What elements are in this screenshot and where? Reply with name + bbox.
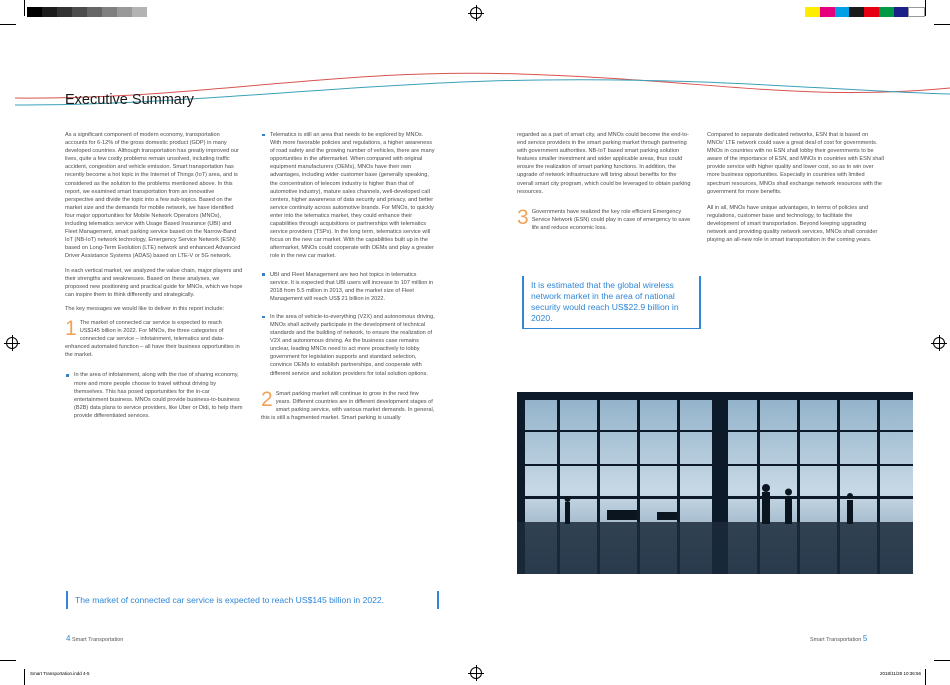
footer-right-label: Smart Transportation [810, 637, 862, 643]
bullet-ubi-fleet: UBI and Fleet Management are two hot topics in telematics service. It is expected that UBI users will increase to 107 million in 2018 from 5.5 million in 2013, and the market size of Fleet Management will reach US$ 21 billion in 2022. [261, 271, 435, 303]
key-message-2 [261, 387, 435, 422]
print-slug-left: Smart Transportation.indd 4-5 [30, 671, 90, 676]
crop-mark [24, 0, 25, 16]
intro-paragraph: As a significant component of modern economy, transportation accounts for 6-12% of the gross domestic product (GDP) in many developed countries. Although transportation has greatly improved our lives, quite a few costly problems remain unsolved, including traffic accident, congestion and vehicle emission. Smart transportation has recently become a hot topic in the Internet of Things (IoT) area, and is considered as the solution to the problems mentioned above. In this report, we examined smart transportation from an innovative perspective and divide the topic into a few sub-topics. Based on the market size and the demands for mobile network, we have identified four major opportunities for Mobile Network Operators (MNOs), including telematics service with Usage Based Insurance (UBI) and Fleet Management, smart parking service based on the Narrow-Band IoT (NB-IoT) network technology, Emergency Service Network (ESN) based on Long-Term Evolution (LTE) network and enhanced Advanced Driver Assistance Systems (ADAS) based on LTE-V or 5G network. [65, 132, 241, 260]
page-number-right: 5 [862, 634, 868, 643]
process-color-bar [805, 7, 925, 17]
crop-mark [0, 660, 16, 661]
key-message-3 [517, 205, 693, 232]
key-message-number: 1 [65, 316, 77, 340]
registration-mark-bottom [470, 667, 482, 679]
analysis-paragraph: In each vertical market, we analyzed the value chain, major players and their strengths and weaknesses. Based on these analyses, we proposed new positioning and practical guide for MNOs, which we hope can inspire them to think differently and strategically. [65, 267, 243, 298]
crop-mark [934, 24, 950, 25]
bottom-pull-quote: The market of connected car service is expected to reach US$145 billion in 2022. [66, 591, 439, 609]
esn-paragraph: Compared to separate dedicated networks, ESN that is based on MNOs' LTE network could save a great deal of cost for governments. MNOs in countries with no ESN shall lobby their governments to be aware of the importance of ESN, and MNOs in countries with ESN shall provide service with higher quality and lower cost, so as to win over more business opportunities. Especially in countries with limited spectrum resources, MNOs shall exchange network resources with the government for more benefits. [707, 132, 884, 195]
page-number-left: 4 [66, 634, 71, 643]
crop-mark [925, 0, 926, 16]
key-message-1 [65, 316, 243, 359]
text-column-3 [517, 131, 693, 238]
conclusion-paragraph: All in all, MNOs have unique advantages, in terms of policies and regulations, customer base and technology, to facilitate the development of smart transportation. Beyond keeping upgrading network and providing quality network services, MNOs shall consider playing an all-new role in smart transportation in the coming years. [707, 204, 878, 244]
bullet-telematics: Telematics is still an area that needs to be explored by MNOs. With more favorable policies and regulations, a higher awareness of road safety and the growing number of vehicles, there are many opportunities in the aftermarket. When compared with original equipment manufacturers (OEMs), MNOs have their own advantages, including wider customer base (generally speaking, the concentration of telecom industry is higher than that of automotive industry), mature sales channels, well-developed call centers, higher awareness of data security and privacy, and better service continuity across automotive brands. For MNOs, to quickly enter into the telematics market, they could enhance their capabilities through acquisitions or partnerships with telematics service providers (TSPs). In the long term, telematics service will focus on the new car market. With the capabilities built up in the aftermarket, MNOs could cooperate with OEMs and play a greater role in the new car market. [261, 131, 435, 261]
footer-left-label: Smart Transportation [71, 637, 124, 643]
footer-right [810, 634, 867, 643]
key-message-number: 3 [517, 205, 529, 229]
key-message-text: Smart parking market will continue to grow in the next few years. Different countries are in different development stages of smart parking service, with various market demands. In general, this is still a fragmented market. Smart parking is usually [261, 390, 435, 421]
text-column-4 [707, 131, 885, 250]
registration-mark-left [6, 337, 18, 349]
crop-mark [934, 660, 950, 661]
bullet-infotainment: In the area of infotainment, along with the rise of sharing economy, more and more people choose to travel without driving by themselves. This has posed opportunities for the in-car entertainment business. MNOs could provide business-to-business (B2B) data plans to service providers, like Uber or Didi, to help them provide differentiated services. [65, 371, 243, 420]
registration-mark-top [470, 7, 482, 19]
text-column-2 [261, 131, 435, 428]
print-slug-right: 2018/11/28 10:36:56 [880, 671, 921, 676]
crop-mark [0, 24, 16, 25]
smart-city-paragraph: regarded as a part of smart city, and MNOs could become the end-to-end service providers in the smart parking market through partnering with government authorities. NB-IoT based smart parking solution features smaller investment and wider applicable areas, thus could ensure the realization of smart parking functions. In addition, the upgrade of network infrastructure will bring about benefits for the overall smart city program, which could be leveraged to obtain parking resources. [517, 132, 691, 195]
registration-mark-right [933, 337, 945, 349]
crop-mark [24, 669, 25, 685]
pull-quote-esn: It is estimated that the global wireless network market in the area of national security would reach US$22.9 billion in 2020. [522, 276, 701, 329]
text-column-1 [65, 131, 243, 426]
bullet-v2x: In the area of vehicle-to-everything (V2X) and autonomous driving, MNOs shall actively participate in the development of technical standards and the building of network, to ensure the realization of V2X and autonomous driving. As the business case remains unclear, leading MNOs need to act more proactively to lobby government for legislation supports and standard selection, convince OEMs to establish partnerships, and cooperate with different service and solution providers for total solution options. [261, 313, 435, 378]
grayscale-bar [27, 7, 147, 17]
key-message-text: The market of connected car service is expected to reach US$145 billion in 2022. For MNOs, the three categories of connected car service – infotainment, telematics and data-enhanced automated function – all have their business opportunities in the market. [65, 319, 240, 359]
crop-mark [925, 669, 926, 685]
key-messages-intro: The key messages we would like to deliver in this report include: [65, 305, 225, 312]
footer-left [66, 634, 123, 643]
key-message-text: Governments have realized the key role efficient Emergency Service Network (ESN) could play in case of emergency to save life and reduce economic loss. [531, 208, 691, 231]
airport-silhouette-photo [517, 392, 913, 574]
key-message-number: 2 [261, 387, 273, 411]
page-title: Executive Summary [65, 92, 194, 108]
